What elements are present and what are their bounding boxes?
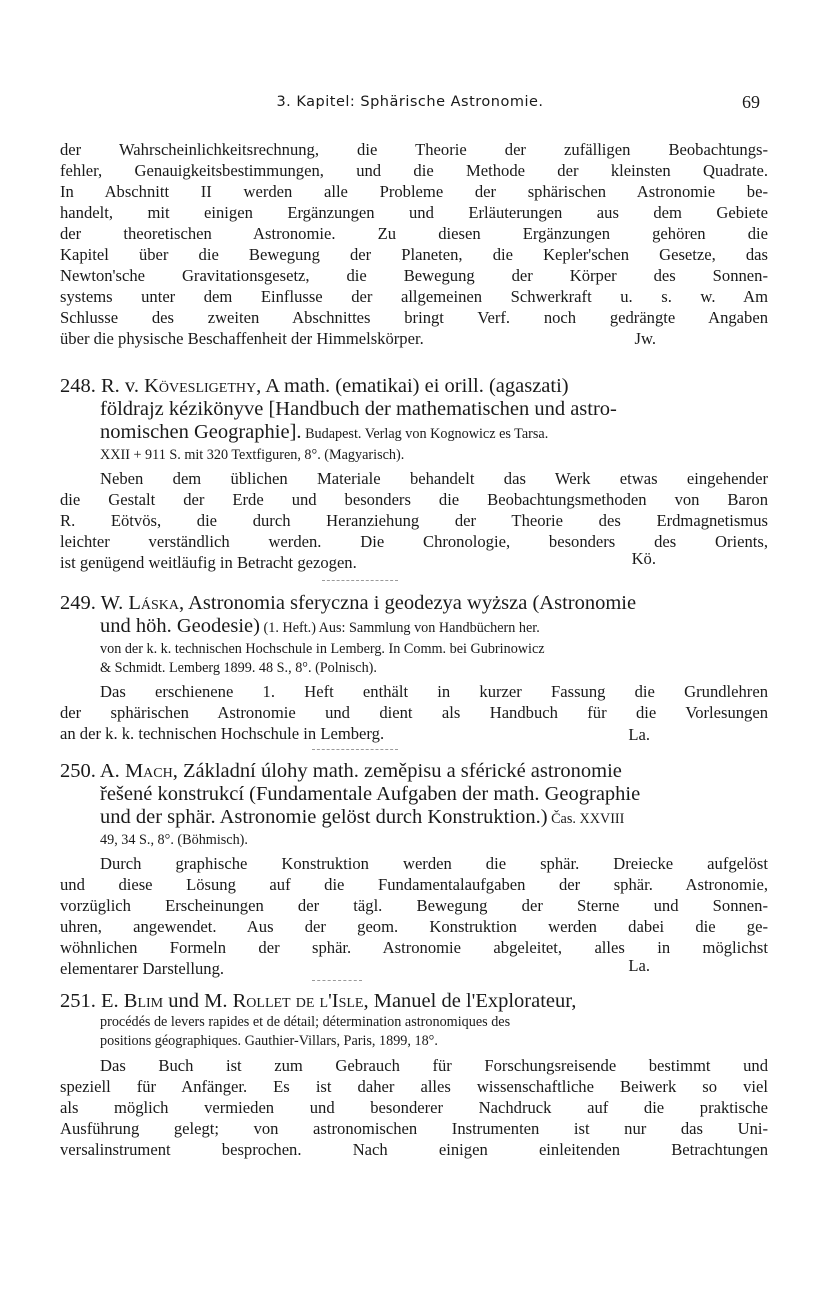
entry-title-line [60, 615, 768, 640]
body-line: R. Eötvös, die durch Heranziehung der Theorie des Erdmagnetismus [60, 511, 768, 530]
entry-heading [60, 760, 768, 850]
body-line: speziell für Anfänger. Es ist daher alles wissenschaftliche Beiwerk so viel [60, 1077, 768, 1096]
separator-rule [312, 980, 362, 981]
entry-number: 248. [60, 375, 96, 397]
entry-body [60, 1055, 768, 1160]
title-text: , A math. (ematikai) ei orill. (agaszati) [256, 375, 569, 397]
entry-number: 251. [60, 990, 96, 1012]
author-name: Kövesligethy [144, 375, 257, 397]
entry-249 [60, 592, 768, 744]
entry-body [60, 468, 768, 573]
entry-title-line [60, 592, 768, 615]
author-initial: E. [101, 990, 119, 1012]
intro-line: der theoretischen Astronomie. Zu diesen Ergänzungen gehören die [60, 224, 768, 243]
author-initial: R. v. [101, 375, 139, 397]
author-initial: A. [99, 760, 120, 782]
publication-info: (1. Heft.) Aus: Sammlung von Handbüchern her. [259, 620, 540, 636]
publication-info: procédés de levers rapides et de détail; détermination astronomiques des [100, 1014, 511, 1030]
intro-line: Schlusse des zweiten Abschnittes bringt Verf. noch gedrängte Angaben [60, 308, 768, 327]
separator-rule [322, 580, 398, 581]
entry-number: 249. [60, 592, 96, 614]
entry-title-line [60, 990, 768, 1013]
title-text: , Základní úlohy math. zeměpisu a sférické astronomie [172, 760, 622, 782]
author-name: Blim [123, 990, 164, 1012]
author-name: Láska [128, 592, 179, 614]
intro-line: Newton'sche Gravitationsgesetz, die Bewegung der Körper des Sonnen- [60, 266, 768, 285]
entry-heading [60, 375, 768, 465]
entry-heading [60, 990, 768, 1051]
entry-248 [60, 375, 768, 573]
author-initial: W. [100, 592, 124, 614]
publication-info: Čas. XXVIII [547, 811, 625, 827]
intro-paragraph [60, 139, 768, 349]
body-line: der sphärischen Astronomie und dient als Handbuch für die Vorlesungen [60, 703, 768, 722]
title-text: und der sphär. Astronomie gelöst durch Konstruktion.) [100, 806, 548, 828]
entry-title-line [60, 760, 768, 783]
body-line: Neben dem üblichen Materiale behandelt das Werk etwas eingehender [100, 469, 768, 488]
entry-body [60, 853, 768, 979]
entry-body [60, 681, 768, 744]
entry-251 [60, 990, 768, 1160]
author-join: und M. [163, 990, 233, 1012]
entry-title-line: földrajz kézikönyve [Handbuch der mathematischen und astro- [100, 398, 617, 420]
intro-line: systems unter dem Einflusse der allgemeinen Schwerkraft u. s. w. Am [60, 287, 768, 306]
body-line: und diese Lösung auf die Fundamentalaufgaben der sphär. Astronomie, [60, 875, 768, 894]
reviewer-signature: Kö. [631, 549, 656, 568]
entry-title-line [60, 375, 768, 398]
publication-info: positions géographiques. Gauthier-Villars, Paris, 1899, 18°. [100, 1033, 438, 1049]
page-number: 69 [742, 92, 760, 112]
body-line: ist genügend weitläufig in Betracht gezogen. [60, 553, 357, 572]
intro-line: handelt, mit einigen Ergänzungen und Erläuterungen aus dem Gebiete [60, 203, 768, 222]
body-line: uhren, angewendet. Aus der geom. Konstruktion werden dabei die ge- [60, 917, 768, 936]
title-text: nomischen Geographie]. [100, 421, 302, 443]
reviewer-signature: La. [628, 956, 650, 975]
publication-info: von der k. k. technischen Hochschule in Lemberg. In Comm. bei Gubrinowicz [100, 641, 545, 657]
publication-info: XXII + 911 S. mit 320 Textfiguren, 8°. (Magyarisch). [100, 447, 405, 463]
intro-line: In Abschnitt II werden alle Probleme der sphärischen Astronomie be- [60, 182, 768, 201]
body-line: Das Buch ist zum Gebrauch für Forschungsreisende bestimmt und [100, 1056, 768, 1075]
entry-heading [60, 592, 768, 678]
author-name: Rollet de l'Isle [232, 990, 364, 1012]
author-name: Mach [124, 760, 173, 782]
intro-line: fehler, Genauigkeitsbestimmungen, und die Methode der kleinsten Quadrate. [60, 161, 768, 180]
entry-title-line: řešené konstrukcí (Fundamentale Aufgaben der math. Geographie [100, 783, 641, 805]
title-text: , Astronomia sferyczna i geodezya wyższa (Astronomie [179, 592, 637, 614]
entry-title-line [60, 421, 768, 446]
entry-250 [60, 760, 768, 979]
body-line: leichter verständlich werden. Die Chronologie, besonders des Orients, [60, 532, 768, 551]
running-title: 3. Kapitel: Sphärische Astronomie. [276, 94, 544, 110]
body-line: die Gestalt der Erde und besonders die Beobachtungsmethoden von Baron [60, 490, 768, 509]
reviewer-signature: La. [628, 725, 650, 744]
intro-line: über die physische Beschaffenheit der Himmelskörper. [60, 329, 424, 348]
body-line: vorzüglich Erscheinungen der tägl. Bewegung der Sterne und Sonnen- [60, 896, 768, 915]
body-line: elementarer Darstellung. [60, 959, 225, 978]
intro-line: der Wahrscheinlichkeitsrechnung, die Theorie der zufälligen Beobachtungs- [60, 140, 768, 159]
entry-title-line [60, 806, 768, 831]
body-line: wöhnlichen Formeln der sphär. Astronomie abgeleitet, alles in möglichst [60, 938, 768, 957]
body-line: versalinstrument besprochen. Nach einigen einleitenden Betrachtungen [60, 1140, 768, 1159]
publication-info: 49, 34 S., 8°. (Böhmisch). [100, 832, 248, 848]
body-line: an der k. k. technischen Hochschule in Lemberg. [60, 724, 385, 743]
title-text: und höh. Geodesie) [100, 615, 260, 637]
intro-line: Kapitel über die Bewegung der Planeten, die Kepler'schen Gesetze, das [60, 245, 768, 264]
title-text: , Manuel de l'Explorateur, [363, 990, 577, 1012]
body-line: als möglich vermieden und besonderer Nachdruck auf die praktische [60, 1098, 768, 1117]
publication-info: & Schmidt. Lemberg 1899. 48 S., 8°. (Polnisch). [100, 660, 377, 676]
body-line: Das erschienene 1. Heft enthält in kurzer Fassung die Grundlehren [100, 682, 768, 701]
entry-number: 250. [60, 760, 96, 782]
page-header [60, 92, 760, 116]
publication-info: Budapest. Verlag von Kognowicz es Tarsa. [301, 426, 549, 442]
body-line: Ausführung gelegt; von astronomischen Instrumenten ist nur das Uni- [60, 1119, 768, 1138]
separator-rule [312, 749, 398, 750]
reviewer-signature: Jw. [634, 329, 656, 348]
body-line: Durch graphische Konstruktion werden die sphär. Dreiecke aufgelöst [100, 854, 768, 873]
